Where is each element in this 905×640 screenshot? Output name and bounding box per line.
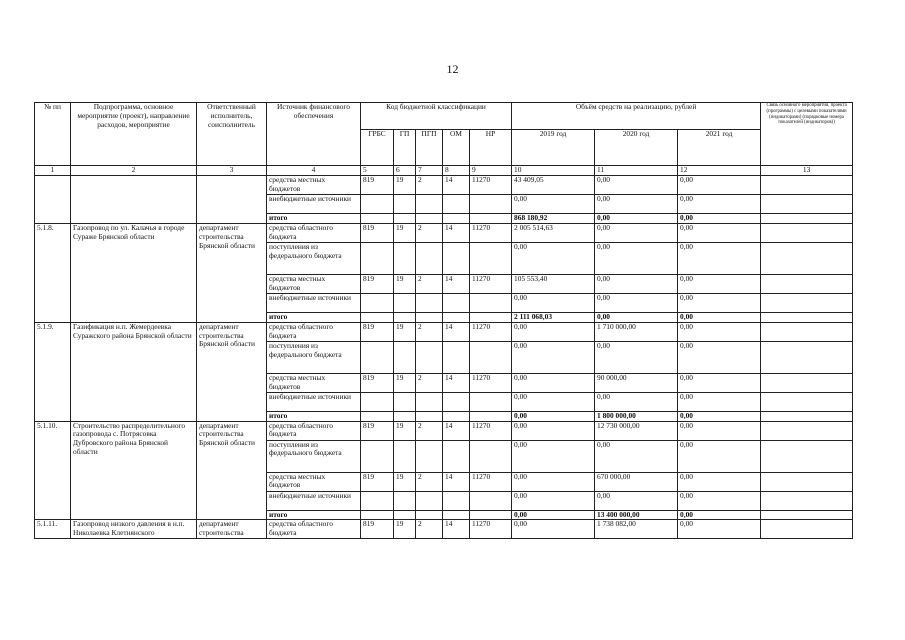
- col-number: 7: [416, 166, 443, 176]
- amount-2021: 0,00: [678, 223, 761, 242]
- code-pgp: 2: [416, 520, 443, 539]
- amount-2021: 0,00: [678, 520, 761, 539]
- code-om: 14: [443, 421, 470, 440]
- col-number: 11: [595, 166, 678, 176]
- total-2019: 868 180,92: [512, 213, 595, 223]
- header-nr: НР: [470, 130, 512, 166]
- total-2021: 0,00: [678, 411, 761, 421]
- code-pgp: 2: [416, 223, 443, 242]
- code-pgp: 2: [416, 472, 443, 491]
- code-grbs: 819: [361, 175, 394, 194]
- code-om: 14: [443, 520, 470, 539]
- amount-2020: 0,00: [595, 194, 678, 213]
- total-2019: 2 111 068,03: [512, 312, 595, 322]
- header-program: Подпрограмма, основное мероприятие (проект), направление расходов, мероприятие: [71, 103, 197, 166]
- amount-2021: 0,00: [678, 293, 761, 312]
- page-number: 12: [446, 62, 459, 76]
- amount-2020: 90 000,00: [595, 373, 678, 392]
- amount-2020: 0,00: [595, 440, 678, 472]
- code-gp: 19: [394, 373, 416, 392]
- amount-2021: 0,00: [678, 242, 761, 274]
- source-regional: средства областного бюджета: [267, 520, 361, 539]
- amount-2019: 0,00: [512, 520, 595, 539]
- source-regional: средства областного бюджета: [267, 223, 361, 242]
- item-number: 5.1.8.: [35, 223, 71, 322]
- code-om: 14: [443, 472, 470, 491]
- code-nr: 11270: [470, 322, 512, 341]
- header-grbs: ГРБС: [361, 130, 394, 166]
- source-federal: поступления из федерального бюджета: [267, 341, 361, 373]
- header-2019: 2019 год: [512, 130, 595, 166]
- amount-2020: 0,00: [595, 392, 678, 411]
- header-2021: 2021 год: [678, 130, 761, 166]
- col-number: 3: [197, 166, 267, 176]
- source-total: итого: [267, 411, 361, 421]
- amount-2020: 0,00: [595, 242, 678, 274]
- code-nr: 11270: [470, 472, 512, 491]
- code-pgp: 2: [416, 373, 443, 392]
- code-nr: 11270: [470, 520, 512, 539]
- col-number: 4: [267, 166, 361, 176]
- amount-2021: 0,00: [678, 392, 761, 411]
- header-source: Источник финансового обеспечения: [267, 103, 361, 166]
- amount-2021: 0,00: [678, 421, 761, 440]
- header-link: Связь основного мероприятия, проекта (программы) с целевыми показателями (индикаторами) (порядковые номера показателей (индикаторов)): [761, 103, 853, 166]
- amount-2021: 0,00: [678, 373, 761, 392]
- header-kbk: Код бюджетной классификации: [361, 103, 512, 130]
- code-om: 14: [443, 373, 470, 392]
- code-grbs: 819: [361, 274, 394, 293]
- code-grbs: 819: [361, 520, 394, 539]
- table-row: [35, 223, 853, 242]
- amount-2019: 0,00: [512, 440, 595, 472]
- total-2020: 13 400 000,00: [595, 510, 678, 520]
- header-2020: 2020 год: [595, 130, 678, 166]
- code-grbs: 819: [361, 223, 394, 242]
- col-number: 9: [470, 166, 512, 176]
- source-regional: средства областного бюджета: [267, 421, 361, 440]
- amount-2020: 670 000,00: [595, 472, 678, 491]
- col-number: 13: [761, 166, 853, 176]
- col-number: 1: [35, 166, 71, 176]
- amount-2020: 0,00: [595, 491, 678, 510]
- total-2020: 0,00: [595, 312, 678, 322]
- code-pgp: 2: [416, 322, 443, 341]
- table-row: [35, 322, 853, 341]
- amount-2019: 0,00: [512, 293, 595, 312]
- amount-2021: 0,00: [678, 491, 761, 510]
- code-gp: 19: [394, 274, 416, 293]
- amount-2019: 0,00: [512, 194, 595, 213]
- item-number: 5.1.11.: [35, 520, 71, 539]
- code-gp: 19: [394, 520, 416, 539]
- source-federal: поступления из федерального бюджета: [267, 242, 361, 274]
- source-extra: внебюджетные источники: [267, 392, 361, 411]
- item-executor: департамент строительства Брянской области: [197, 421, 267, 520]
- source-local: средства местных бюджетов: [267, 274, 361, 293]
- amount-2021: 0,00: [678, 175, 761, 194]
- code-gp: 19: [394, 322, 416, 341]
- source-local: средства местных бюджетов: [267, 472, 361, 491]
- item-executor: департамент строительства: [197, 520, 267, 539]
- total-2020: 0,00: [595, 213, 678, 223]
- amount-2021: 0,00: [678, 194, 761, 213]
- amount-2019: 0,00: [512, 373, 595, 392]
- amount-2020: 1 710 000,00: [595, 322, 678, 341]
- amount-2020: 0,00: [595, 293, 678, 312]
- code-gp: 19: [394, 175, 416, 194]
- header-om: ОМ: [443, 130, 470, 166]
- amount-2019: 0,00: [512, 242, 595, 274]
- source-extra: внебюджетные источники: [267, 491, 361, 510]
- code-nr: 11270: [470, 175, 512, 194]
- total-2019: 0,00: [512, 411, 595, 421]
- code-grbs: 819: [361, 322, 394, 341]
- amount-2019: 105 553,40: [512, 274, 595, 293]
- budget-table: [34, 102, 853, 539]
- header-num: № пп: [35, 103, 71, 166]
- amount-2019: 43 409,05: [512, 175, 595, 194]
- item-name: Газопровод низкого давления в н.п. Николаевка Клетнянского: [71, 520, 197, 539]
- table-row: [35, 421, 853, 440]
- amount-2020: 0,00: [595, 223, 678, 242]
- code-om: 14: [443, 322, 470, 341]
- code-gp: 19: [394, 472, 416, 491]
- col-number: 12: [678, 166, 761, 176]
- code-gp: 19: [394, 421, 416, 440]
- amount-2021: 0,00: [678, 440, 761, 472]
- col-number: 8: [443, 166, 470, 176]
- code-pgp: 2: [416, 175, 443, 194]
- amount-2021: 0,00: [678, 341, 761, 373]
- source-extra: внебюджетные источники: [267, 293, 361, 312]
- code-grbs: 819: [361, 472, 394, 491]
- amount-2020: 0,00: [595, 274, 678, 293]
- source-total: итого: [267, 213, 361, 223]
- amount-2020: 0,00: [595, 341, 678, 373]
- item-name: Газопровод по ул. Калачья в городе Сураже Брянской области: [71, 223, 197, 322]
- code-nr: 11270: [470, 421, 512, 440]
- amount-2021: 0,00: [678, 274, 761, 293]
- code-nr: 11270: [470, 223, 512, 242]
- code-pgp: 2: [416, 274, 443, 293]
- item-name: Газификация н.п. Жемердеевка Суражского района Брянской области: [71, 322, 197, 421]
- header-executor: Ответственный исполнитель, соисполнитель: [197, 103, 267, 166]
- source-extra: внебюджетные источники: [267, 194, 361, 213]
- source-federal: поступления из федерального бюджета: [267, 440, 361, 472]
- code-om: 14: [443, 175, 470, 194]
- column-number-row: [35, 166, 853, 176]
- code-pgp: 2: [416, 421, 443, 440]
- amount-2020: 0,00: [595, 175, 678, 194]
- amount-2020: 1 738 082,00: [595, 520, 678, 539]
- amount-2019: 0,00: [512, 322, 595, 341]
- total-2021: 0,00: [678, 510, 761, 520]
- amount-2019: 0,00: [512, 341, 595, 373]
- col-number: 2: [71, 166, 197, 176]
- col-number: 6: [394, 166, 416, 176]
- col-number: 10: [512, 166, 595, 176]
- total-2021: 0,00: [678, 213, 761, 223]
- col-number: 5: [361, 166, 394, 176]
- amount-2019: 0,00: [512, 491, 595, 510]
- total-2020: 1 800 000,00: [595, 411, 678, 421]
- total-2019: 0,00: [512, 510, 595, 520]
- source-regional: средства областного бюджета: [267, 322, 361, 341]
- code-om: 14: [443, 223, 470, 242]
- table-row: [35, 520, 853, 539]
- item-number: 5.1.9.: [35, 322, 71, 421]
- code-nr: 11270: [470, 373, 512, 392]
- header-pgp: ПГП: [416, 130, 443, 166]
- amount-2019: 0,00: [512, 421, 595, 440]
- table-row: [35, 175, 853, 194]
- item-executor: департамент строительства Брянской области: [197, 322, 267, 421]
- amount-2021: 0,00: [678, 322, 761, 341]
- source-local: средства местных бюджетов: [267, 175, 361, 194]
- amount-2019: 2 005 514,63: [512, 223, 595, 242]
- amount-2019: 0,00: [512, 472, 595, 491]
- total-2021: 0,00: [678, 312, 761, 322]
- amount-2020: 12 730 000,00: [595, 421, 678, 440]
- code-grbs: 819: [361, 421, 394, 440]
- source-total: итого: [267, 510, 361, 520]
- code-om: 14: [443, 274, 470, 293]
- source-total: итого: [267, 312, 361, 322]
- source-local: средства местных бюджетов: [267, 373, 361, 392]
- amount-2019: 0,00: [512, 392, 595, 411]
- code-nr: 11270: [470, 274, 512, 293]
- header-gp: ГП: [394, 130, 416, 166]
- code-grbs: 819: [361, 373, 394, 392]
- code-gp: 19: [394, 223, 416, 242]
- item-name: Строительство распределительного газопровода с. Потрясовка Дубровского района Брянской области: [71, 421, 197, 520]
- item-number: 5.1.10.: [35, 421, 71, 520]
- amount-2021: 0,00: [678, 472, 761, 491]
- header-amount: Объём средств на реализацию, рублей: [512, 103, 761, 130]
- item-executor: департамент строительства Брянской области: [197, 223, 267, 322]
